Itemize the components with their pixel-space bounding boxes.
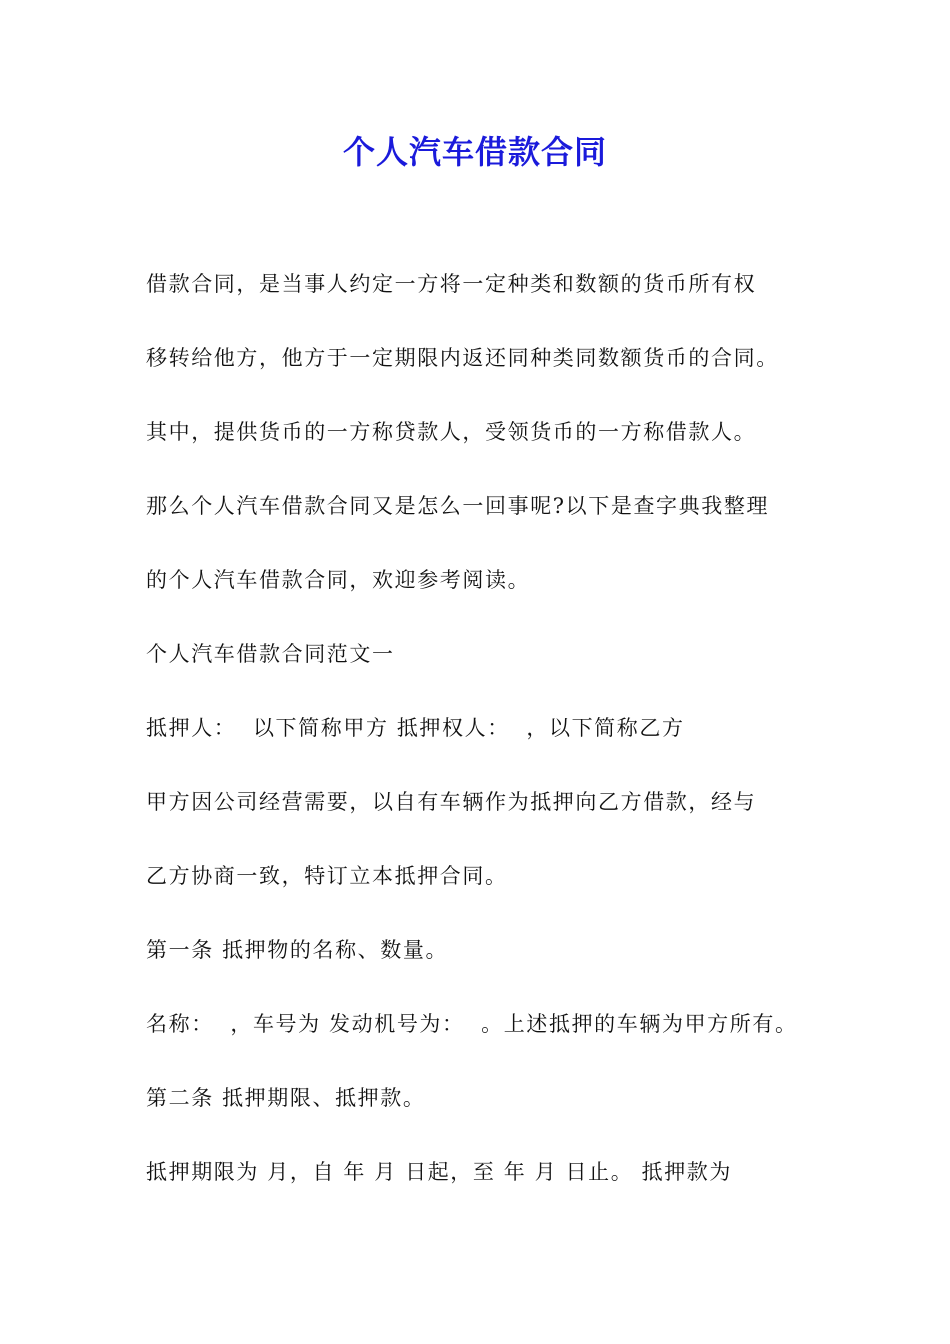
- paragraph-line: 其中，提供货币的一方称贷款人，受领货币的一方称借款人。: [146, 420, 757, 444]
- article-heading: 第一条 抵押物的名称、数量。: [146, 938, 449, 962]
- paragraph-line: 乙方协商一致，特订立本抵押合同。: [146, 864, 508, 888]
- article-heading: 第二条 抵押期限、抵押款。: [146, 1086, 426, 1110]
- paragraph-line: 借款合同，是当事人约定一方将一定种类和数额的货币所有权: [146, 272, 757, 296]
- paragraph-line: 抵押期限为 月，自 年 月 日起，至 年 月 日止。 抵押款为: [146, 1160, 732, 1184]
- paragraph-line: 抵押人： 以下简称甲方 抵押权人： ，以下简称乙方: [146, 716, 685, 740]
- paragraph-line: 移转给他方，他方于一定期限内返还同种类同数额货币的合同。: [146, 346, 779, 370]
- document-title: 个人汽车借款合同: [342, 133, 607, 171]
- paragraph-line: 的个人汽车借款合同，欢迎参考阅读。: [146, 568, 531, 592]
- document-body: [146, 262, 836, 1224]
- paragraph-line: 名称： ，车号为 发动机号为： 。上述抵押的车辆为甲方所有。: [146, 1012, 798, 1036]
- section-heading: 个人汽车借款合同范文一: [146, 642, 395, 666]
- paragraph-line: 甲方因公司经营需要，以自有车辆作为抵押向乙方借款，经与: [146, 790, 757, 814]
- paragraph-line: 那么个人汽车借款合同又是怎么一回事呢?以下是查字典我整理: [146, 494, 770, 518]
